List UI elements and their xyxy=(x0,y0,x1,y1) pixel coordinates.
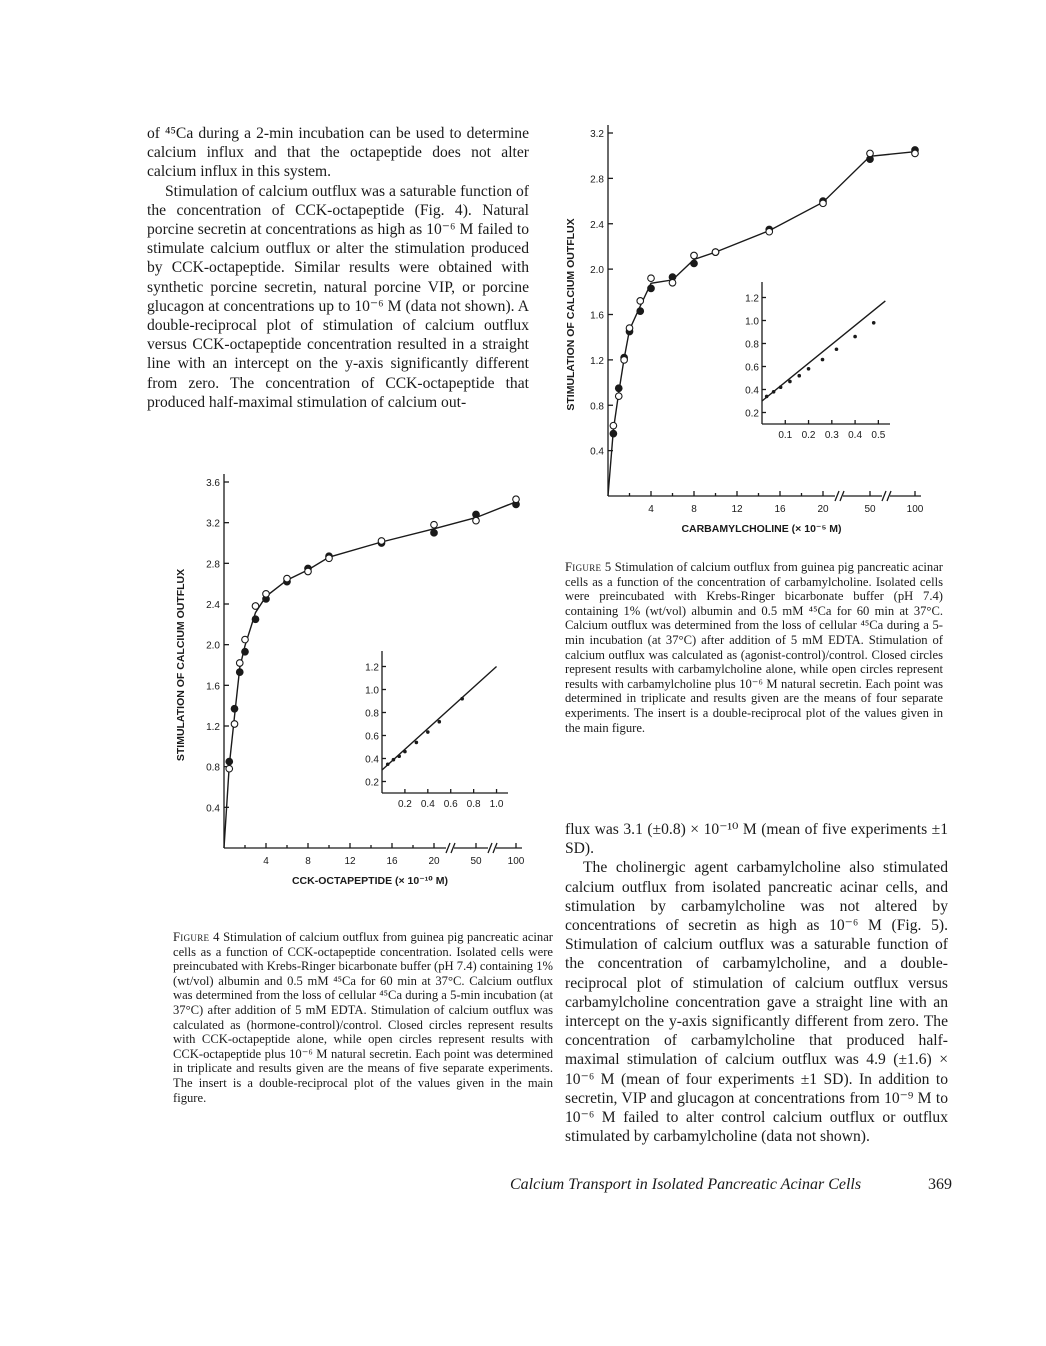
insert-data-point xyxy=(765,395,769,399)
y-axis-label: STIMULATION OF CALCIUM OUTFLUX xyxy=(565,218,577,411)
y-tick-label: 2.0 xyxy=(590,265,604,277)
y-tick-label: 1.2 xyxy=(206,722,220,733)
open-circle-point xyxy=(242,636,249,643)
open-circle-point xyxy=(231,721,238,728)
insert-y-tick-label: 1.0 xyxy=(745,316,759,328)
x-tick-label: 4 xyxy=(648,504,654,515)
insert-data-point xyxy=(415,741,419,745)
insert-data-point xyxy=(779,385,783,389)
insert-data-point xyxy=(797,374,801,378)
open-circle-point xyxy=(867,150,874,157)
open-circle-point xyxy=(820,200,827,207)
open-circle-point xyxy=(626,325,633,332)
open-circle-point xyxy=(473,517,480,524)
closed-circle-point xyxy=(691,260,698,267)
closed-circle-point xyxy=(236,669,243,676)
open-circle-point xyxy=(236,660,243,667)
open-circle-point xyxy=(669,279,676,286)
insert-x-tick-label: 0.2 xyxy=(397,799,412,810)
closed-circle-point xyxy=(231,705,238,712)
insert-data-point xyxy=(853,335,857,339)
closed-circle-point xyxy=(615,385,622,392)
insert-y-tick-label: 0.6 xyxy=(745,362,759,374)
x-tick-label: 8 xyxy=(305,856,311,867)
insert-data-point xyxy=(807,367,811,371)
closed-circle-point xyxy=(610,430,617,437)
figure-4-chart xyxy=(166,470,546,910)
x-tick-label: 20 xyxy=(428,856,440,867)
closed-circle-point xyxy=(637,308,644,315)
insert-x-tick-label: 0.1 xyxy=(778,430,793,441)
insert-y-tick-label: 0.8 xyxy=(365,708,379,720)
insert-y-tick-label: 1.2 xyxy=(365,662,379,674)
insert-y-tick-label: 0.2 xyxy=(365,777,379,789)
open-circle-point xyxy=(378,538,385,545)
figure-4-caption-text: Stimulation of calcium outflux from guinea pig pancreatic acinar cells as a function of CCK-octapeptide concentration. Isolated cells were preincubated with Krebs-Ringer bicarbonate buffer (pH 7.4) containing 1% (wt/vol) albumin and 0.5 mM ⁴⁵Ca for 60 min at 37°C. Calcium outflux was determined from the loss of cellular ⁴⁵Ca during a 5-min incubation (at 37°C) after addition of 5 mM EDTA. Stimulation of calcium outflux was calculated as (hormone-control)/control. Closed circles represent results with CCK-octapeptide alone, while open circles represent results with CCK-octapeptide plus 10⁻⁶ M natural secretin. Each point was determined in triplicate and results given are the means of five separate experiments. The insert is a double-reciprocal plot of the values given in the main figure. xyxy=(173,930,553,1105)
closed-circle-point xyxy=(648,285,655,292)
closed-circle-point xyxy=(242,648,249,655)
axis-break-mark xyxy=(882,491,886,501)
insert-data-point xyxy=(397,754,401,758)
insert-x-tick-label: 0.8 xyxy=(466,799,481,810)
insert-data-point xyxy=(821,358,825,362)
y-tick-label: 3.2 xyxy=(206,518,220,530)
figure-4-caption xyxy=(173,930,553,1105)
open-circle-point xyxy=(431,521,438,528)
insert-y-tick-label: 0.4 xyxy=(365,754,379,766)
y-tick-label: 0.4 xyxy=(590,446,604,458)
open-circle-point xyxy=(252,603,259,610)
open-circle-point xyxy=(712,249,719,256)
figure-5-caption-text: Stimulation of calcium outflux from guinea pig pancreatic acinar cells as a function of the concentration of carbamylcholine. Isolated cells were preincubated with Krebs-Ringer bicarbonate buffer (pH 7.4) containing 1% (wt/vol) albumin and 0.5 mM ⁴⁵Ca for 60 min at 37°C. Calcium outflux was determined from the loss of cellular ⁴⁵Ca during a 5-min incubation (at 37°C) after addition of 5 mM EDTA. Stimulation of calcium outflux was calculated as (agonist-control)/control. Closed circles represent results with carbamylcholine alone, while open circles represent results with carbamylcholine plus 10⁻⁶ M natural secretin. Each point was determined in triplicate and results given are the means of four separate experiments. The insert is a double-reciprocal plot of the values given in the main figure. xyxy=(565,560,943,735)
insert-data-point xyxy=(460,697,464,701)
x-tick-label: 4 xyxy=(263,856,269,867)
x-tick-label: 100 xyxy=(906,504,924,515)
x-tick-label: 8 xyxy=(691,504,697,515)
insert-data-point xyxy=(872,321,876,325)
figure-5-label: Figure 5 xyxy=(565,560,612,574)
left-column-text xyxy=(147,124,529,412)
y-tick-label: 0.4 xyxy=(206,803,220,815)
figure-5-chart xyxy=(560,118,940,548)
right-column-text xyxy=(565,820,948,1146)
fitted-curve xyxy=(224,502,516,848)
x-tick-label: 50 xyxy=(470,856,482,867)
open-circle-point xyxy=(766,228,773,235)
running-title: Calcium Transport in Isolated Pancreatic Acinar Cells xyxy=(510,1176,862,1193)
insert-x-tick-label: 0.6 xyxy=(443,799,458,810)
y-tick-label: 0.8 xyxy=(206,762,220,774)
insert-y-tick-label: 0.8 xyxy=(745,339,759,351)
insert-data-point xyxy=(835,347,839,351)
insert-x-tick-label: 0.2 xyxy=(801,430,816,441)
x-tick-label: 12 xyxy=(731,504,743,515)
y-tick-label: 2.4 xyxy=(590,219,604,231)
y-tick-label: 3.2 xyxy=(590,129,604,140)
y-tick-label: 0.8 xyxy=(590,401,604,413)
y-tick-label: 2.0 xyxy=(206,640,220,652)
insert-data-point xyxy=(772,390,776,394)
x-tick-label: 50 xyxy=(864,504,876,515)
x-axis-label: CARBAMYLCHOLINE (× 10⁻⁵ M) xyxy=(681,523,842,535)
insert-data-point xyxy=(426,730,430,734)
x-tick-label: 12 xyxy=(344,856,356,867)
right-paragraph-1: flux was 3.1 (±0.8) × 10⁻¹⁰ M (mean of five experiments ±1 SD). xyxy=(565,821,948,858)
insert-y-tick-label: 1.2 xyxy=(745,293,759,305)
closed-circle-point xyxy=(431,530,438,537)
left-paragraph-2: Stimulation of calcium outflux was a saturable function of the concentration of CCK-octapeptide (Fig. 4). Natural porcine secretin at concentrations as high as 10⁻⁶ M failed to stimulate calcium outflux or alter the stimulation produced by CCK-octapeptide. Similar results were obtained with synthetic porcine secretin, natural porcine VIP, or porcine glucagon at concentrations up to 10⁻⁶ M (data not shown). A double-reciprocal plot of stimulation of calcium outflux versus CCK-octapeptide concentration resulted in a straight line with an intercept on the y-axis significantly different from zero. The concentration of CCK-octapeptide that produced half-maximal stimulation of calcium out- xyxy=(147,182,529,411)
x-tick-label: 16 xyxy=(386,856,398,867)
insert-y-tick-label: 0.2 xyxy=(745,408,759,420)
open-circle-point xyxy=(263,591,270,598)
closed-circle-point xyxy=(252,616,259,623)
y-tick-label: 1.6 xyxy=(590,310,604,322)
figure-4-label: Figure 4 xyxy=(173,930,220,944)
open-circle-point xyxy=(326,555,333,562)
open-circle-point xyxy=(621,357,628,364)
open-circle-point xyxy=(648,275,655,282)
open-circle-point xyxy=(226,765,233,772)
insert-data-point xyxy=(437,720,441,724)
open-circle-point xyxy=(691,252,698,259)
open-circle-point xyxy=(305,568,312,575)
y-tick-label: 2.8 xyxy=(206,559,220,571)
insert-x-tick-label: 0.5 xyxy=(871,430,886,441)
y-tick-label: 1.2 xyxy=(590,355,604,367)
insert-data-point xyxy=(403,750,407,754)
y-tick-label: 1.6 xyxy=(206,681,220,693)
axis-break-mark xyxy=(446,843,450,853)
x-tick-label: 100 xyxy=(507,856,525,867)
insert-data-point xyxy=(392,758,396,762)
insert-y-tick-label: 0.4 xyxy=(745,385,759,397)
left-paragraph-1: of ⁴⁵Ca during a 2-min incubation can be used to determine calcium influx and that the octapeptide does not alter calcium influx in this system. xyxy=(147,125,529,181)
insert-x-tick-label: 0.3 xyxy=(824,430,839,441)
page-number: 369 xyxy=(928,1176,952,1193)
y-axis-label: STIMULATION OF CALCIUM OUTFLUX xyxy=(175,568,187,762)
closed-circle-point xyxy=(226,758,233,765)
insert-data-point xyxy=(386,762,390,766)
x-axis-label: CCK-OCTAPEPTIDE (× 10⁻¹⁰ M) xyxy=(291,875,449,887)
open-circle-point xyxy=(284,575,291,582)
insert-x-tick-label: 0.4 xyxy=(420,799,435,810)
open-circle-point xyxy=(513,496,520,503)
insert-x-tick-label: 1.0 xyxy=(489,799,504,810)
insert-y-tick-label: 0.6 xyxy=(365,731,379,743)
insert-y-tick-label: 1.0 xyxy=(365,685,379,697)
x-tick-label: 16 xyxy=(774,504,786,515)
insert-data-point xyxy=(788,380,792,384)
open-circle-point xyxy=(610,422,617,429)
axis-break-mark xyxy=(835,491,839,501)
open-circle-point xyxy=(637,298,644,305)
axis-break-mark xyxy=(488,843,492,853)
insert-x-tick-label: 0.4 xyxy=(848,430,863,441)
y-tick-label: 2.4 xyxy=(206,600,220,611)
open-circle-point xyxy=(912,150,919,157)
y-tick-label: 3.6 xyxy=(206,478,220,489)
right-paragraph-2: The cholinergic agent carbamylcholine also stimulated calcium outflux from isolated pancreatic acinar cells, and stimulation by carbamylcholine was not altered by concentrations of secretin as high as 10⁻⁶ M (Fig. 5). Stimulation of calcium outflux was a saturable function of the concentration of carbamylcholine, and a double-reciprocal plot of stimulation of calcium outflux versus carbamylcholine concentration gave a straight line with an intercept on the y-axis significantly different from zero. The concentration of carbamylcholine that produced half-maximal stimulation of calcium outflux was 4.9 (±1.6) × 10⁻⁶ M (mean of four experiments ±1 SD). In addition to secretin, VIP and glucagon at concentrations from 10⁻⁹ M to 10⁻⁶ M failed to alter control calcium outflux or outflux stimulated by carbamylcholine (data not shown). xyxy=(565,859,948,1146)
x-tick-label: 20 xyxy=(817,504,829,515)
open-circle-point xyxy=(615,393,622,400)
y-tick-label: 2.8 xyxy=(590,174,604,186)
figure-5-caption xyxy=(565,560,943,735)
